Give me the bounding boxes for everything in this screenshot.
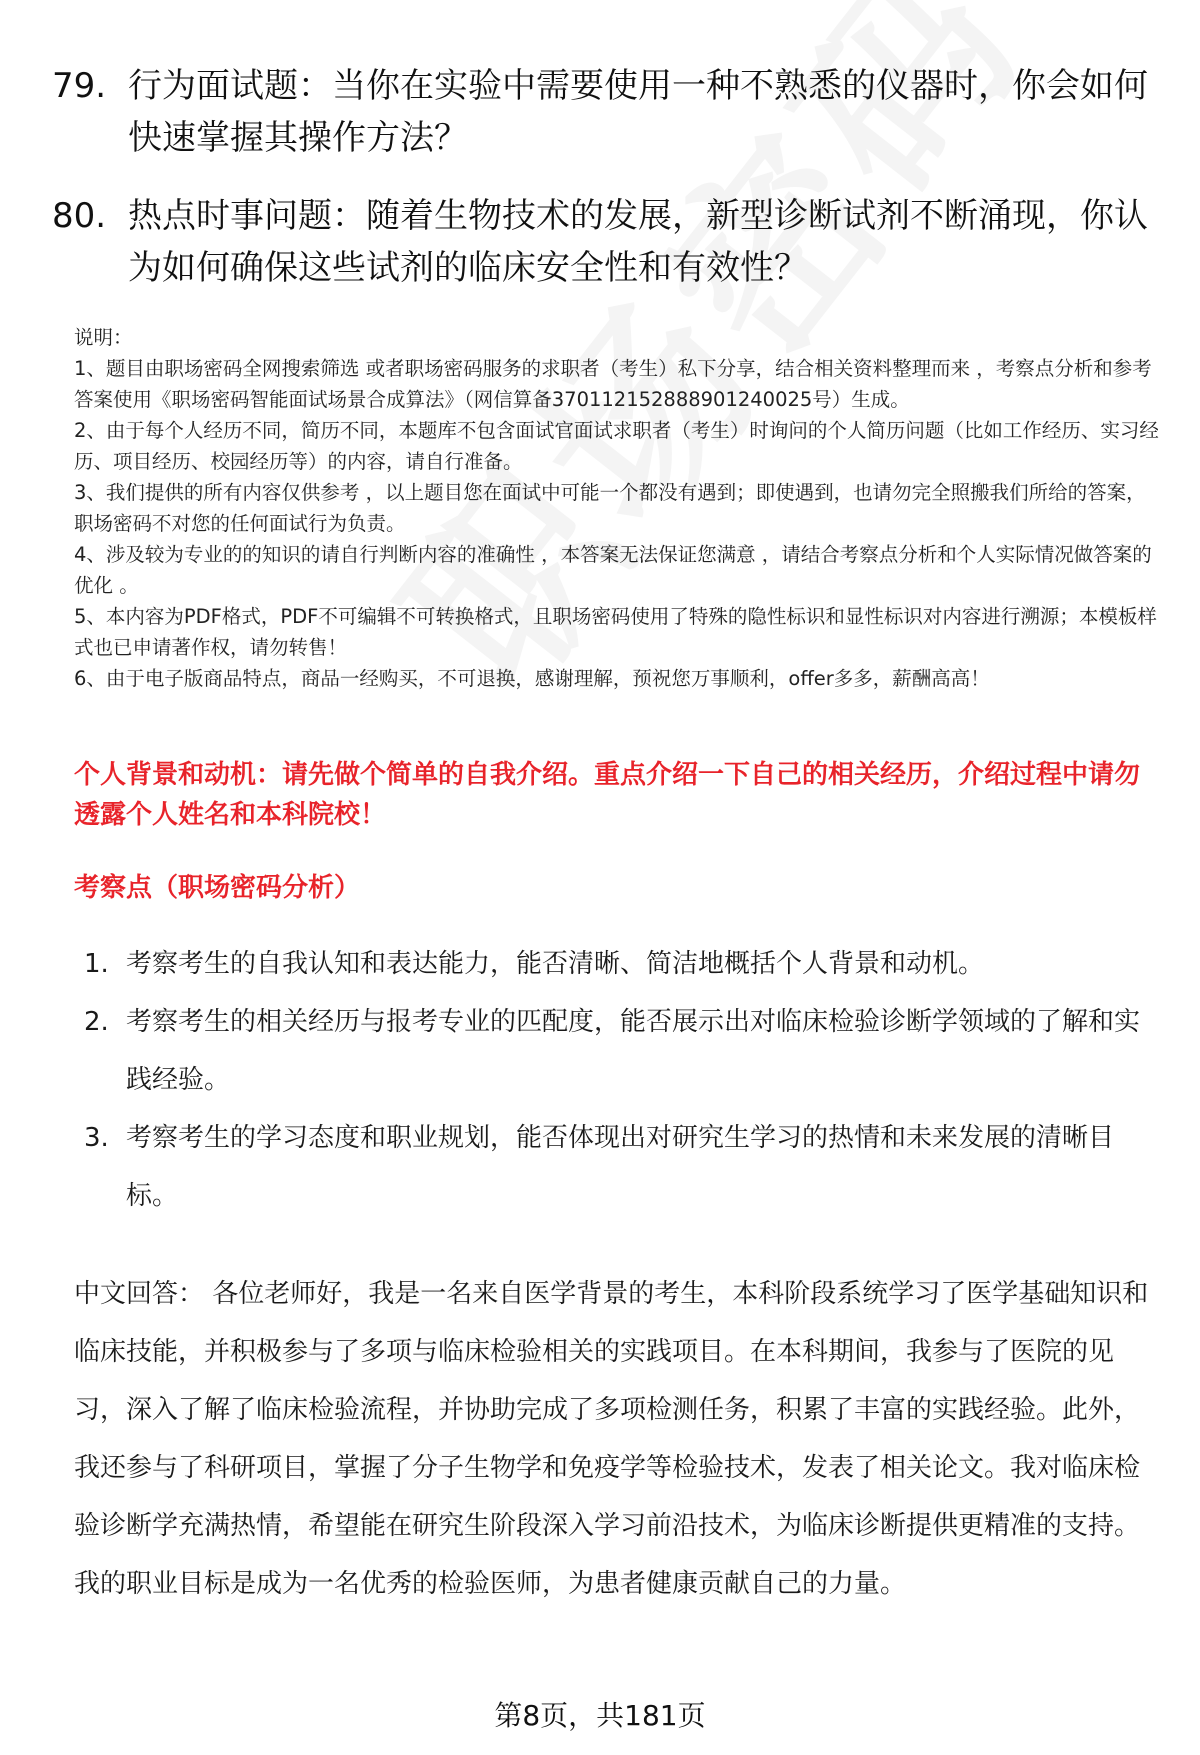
question-number: 80. xyxy=(52,196,107,236)
page-number: 第8页，共181页 xyxy=(494,1699,706,1732)
note-item: 6、由于电子版商品特点，商品一经购买，不可退换，感谢理解，预祝您万事顺利，offer多多，薪酬高高！ xyxy=(74,667,990,690)
note-item: 3、我们提供的所有内容仅供参考 ，以上题目您在面试中可能一个都没有遇到；即使遇到，也请勿完全照搬我们所给的答案，职场密码不对您的任何面试行为负责。 xyxy=(74,481,1146,535)
answer-paragraph: 中文回答： 各位老师好，我是一名来自医学背景的考生，本科阶段系统学习了医学基础知识和临床技能，并积极参与了多项与临床检验相关的实践项目。在本科期间，我参与了医院的见习，深入了解了临床检验流程，并协助完成了多项检测任务，积累了丰富的实践经验。此外，我还参与了科研项目，掌握了分子生物学和免疫学等检验技术，发表了相关论文。我对临床检验诊断学充满热情，希望能在研究生阶段深入学习前沿技术，为临床诊断提供更精准的支持。我的职业目标是成为一名优秀的检验医师，为患者健康贡献自己的力量。 xyxy=(74,1279,1149,1599)
question-80 xyxy=(52,190,1162,294)
point-number: 1. xyxy=(84,949,109,979)
point-text: 考察考生的相关经历与报考专业的匹配度，能否展示出对临床检验诊断学领域的了解和实践经验。 xyxy=(126,1007,1141,1095)
analysis-heading: 考察点（职场密码分析） xyxy=(74,873,361,903)
section-question-title: 个人背景和动机：请先做个简单的自我介绍。重点介绍一下自己的相关经历，介绍过程中请勿透露个人姓名和本科院校！ xyxy=(74,760,1141,830)
analysis-points xyxy=(84,935,1154,1225)
note-item: 1、题目由职场密码全网搜索筛选 或者职场密码服务的求职者（考生）私下分享，结合相关资料整理而来 ，考察点分析和参考答案使用《职场密码智能面试场景合成算法》（网信算备370112152888901240025号）生成。 xyxy=(74,357,1152,411)
question-79 xyxy=(52,60,1162,164)
list-item xyxy=(84,935,1154,993)
point-number: 3. xyxy=(84,1123,109,1153)
note-item: 2、由于每个人经历不同，简历不同，本题库不包含面试官面试求职者（考生）时询问的个人简历问题（比如工作经历、实习经历、项目经历、校园经历等）的内容，请自行准备。 xyxy=(74,419,1159,473)
list-item xyxy=(84,993,1154,1109)
question-text: 热点时事问题：随着生物技术的发展，新型诊断试剂不断涌现，你认为如何确保这些试剂的临床安全性和有效性？ xyxy=(128,196,1148,288)
point-number: 2. xyxy=(84,1007,109,1037)
list-item xyxy=(84,1109,1154,1225)
note-item: 5、本内容为PDF格式，PDF不可编辑不可转换格式，且职场密码使用了特殊的隐性标识和显性标识对内容进行溯源；本模板样式也已申请著作权，请勿转售！ xyxy=(74,605,1157,659)
notes-heading: 说明： xyxy=(74,326,133,349)
disclaimer-notes xyxy=(74,322,1164,694)
question-text: 行为面试题：当你在实验中需要使用一种不熟悉的仪器时，你会如何快速掌握其操作方法？ xyxy=(128,66,1148,158)
question-number: 79. xyxy=(52,66,107,106)
point-text: 考察考生的自我认知和表达能力，能否清晰、简洁地概括个人背景和动机。 xyxy=(126,949,985,979)
note-item: 4、涉及较为专业的的知识的请自行判断内容的准确性 ，本答案无法保证您满意 ，请结合考察点分析和个人实际情况做答案的优化 。 xyxy=(74,543,1152,597)
point-text: 考察考生的学习态度和职业规划，能否体现出对研究生学习的热情和未来发展的清晰目标。 xyxy=(126,1123,1115,1211)
